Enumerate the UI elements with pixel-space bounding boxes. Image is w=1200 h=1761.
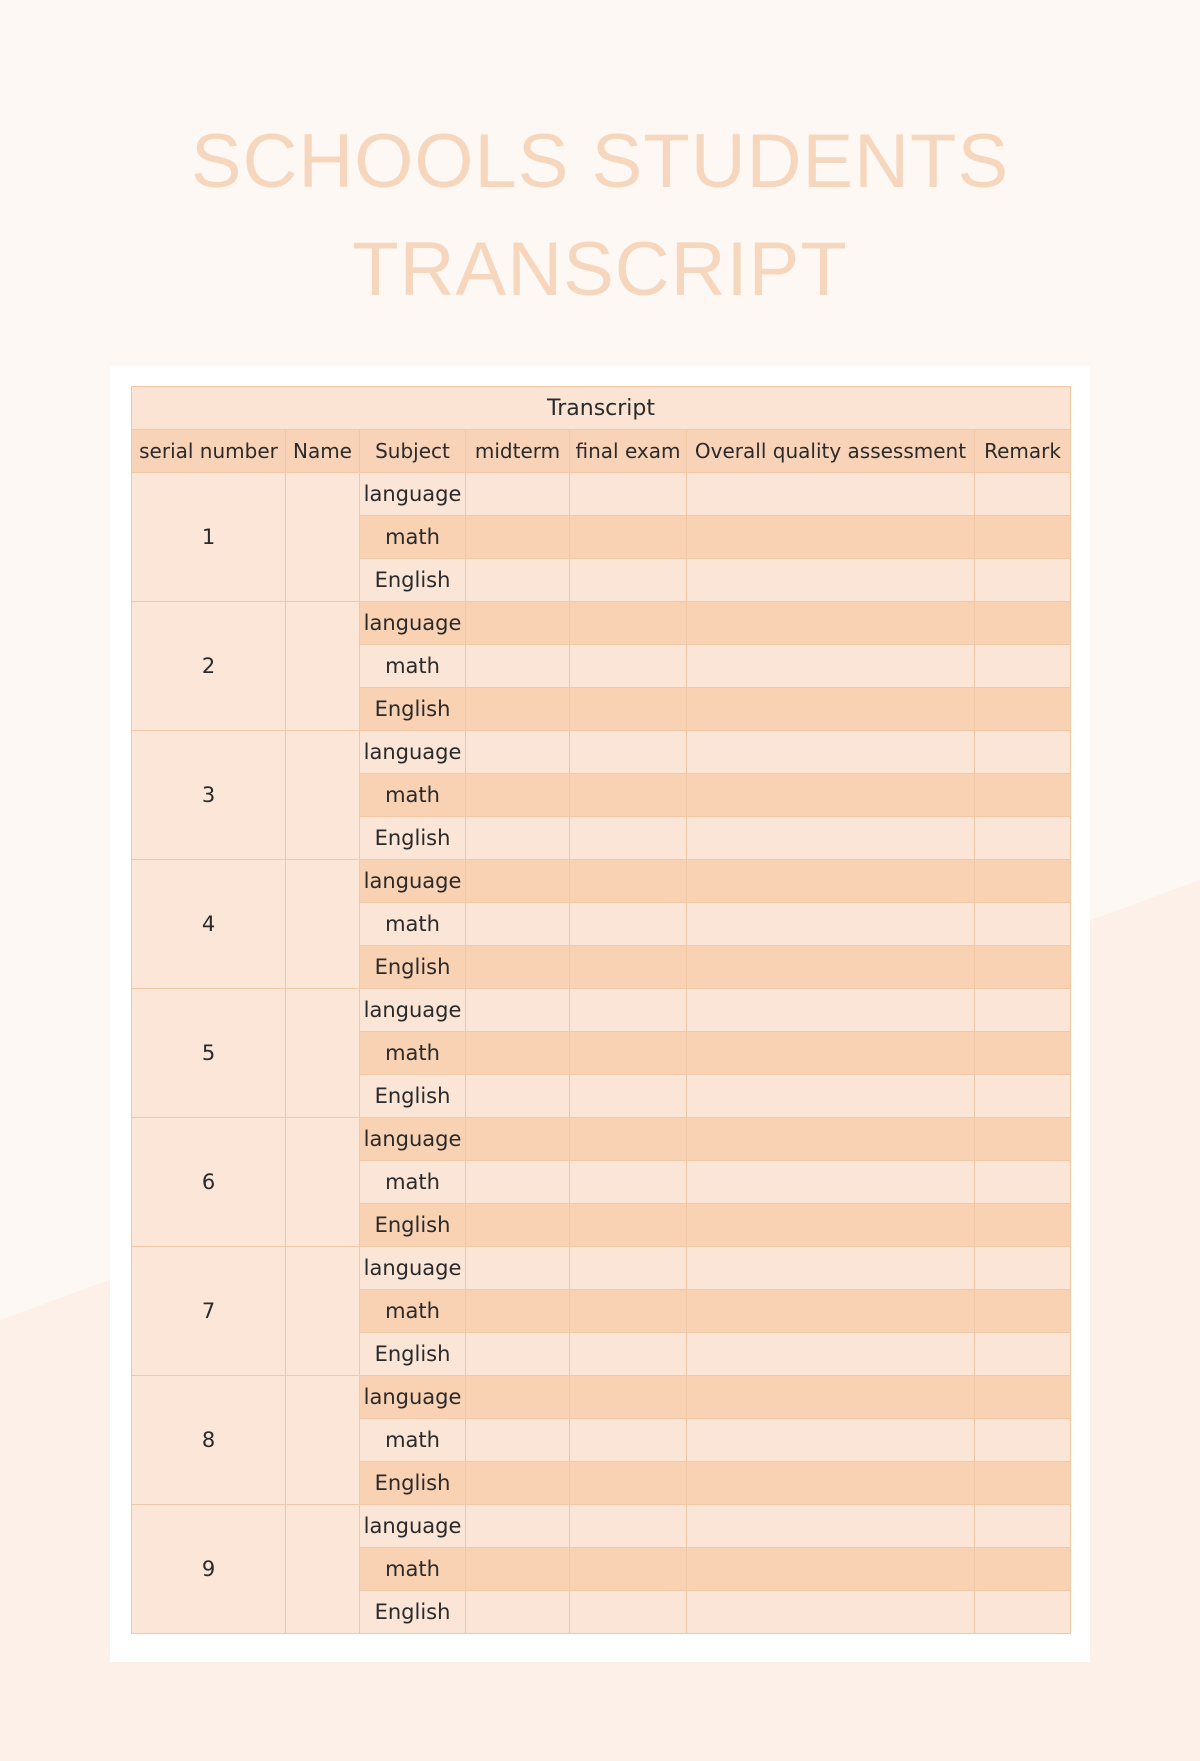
transcript-table: [131, 386, 1071, 1634]
remark-cell[interactable]: [975, 516, 1071, 559]
overall-quality-cell[interactable]: [687, 946, 975, 989]
overall-quality-cell[interactable]: [687, 817, 975, 860]
remark-cell[interactable]: [975, 1290, 1071, 1333]
overall-quality-cell[interactable]: [687, 1118, 975, 1161]
midterm-cell[interactable]: [466, 817, 570, 860]
remark-cell[interactable]: [975, 1032, 1071, 1075]
midterm-cell[interactable]: [466, 1247, 570, 1290]
subject-cell: math: [360, 1161, 466, 1204]
remark-cell[interactable]: [975, 688, 1071, 731]
midterm-cell[interactable]: [466, 1419, 570, 1462]
overall-quality-cell[interactable]: [687, 774, 975, 817]
name-cell[interactable]: [286, 1505, 360, 1634]
final-exam-cell[interactable]: [570, 1032, 687, 1075]
overall-quality-cell[interactable]: [687, 1376, 975, 1419]
subject-cell: language: [360, 989, 466, 1032]
remark-cell[interactable]: [975, 1161, 1071, 1204]
subject-cell: math: [360, 1419, 466, 1462]
remark-cell[interactable]: [975, 1591, 1071, 1634]
midterm-cell[interactable]: [466, 1462, 570, 1505]
remark-cell[interactable]: [975, 645, 1071, 688]
remark-cell[interactable]: [975, 1204, 1071, 1247]
final-exam-cell[interactable]: [570, 860, 687, 903]
header-remark: Remark: [975, 430, 1071, 473]
table-row: [132, 1247, 1071, 1290]
transcript-sheet: [110, 366, 1090, 1662]
midterm-cell[interactable]: [466, 1161, 570, 1204]
midterm-cell[interactable]: [466, 946, 570, 989]
midterm-cell[interactable]: [466, 516, 570, 559]
subject-cell: language: [360, 602, 466, 645]
subject-cell: language: [360, 473, 466, 516]
overall-quality-cell[interactable]: [687, 1161, 975, 1204]
subject-cell: math: [360, 1548, 466, 1591]
table-row: [132, 1505, 1071, 1548]
overall-quality-cell[interactable]: [687, 860, 975, 903]
final-exam-cell[interactable]: [570, 1333, 687, 1376]
subject-cell: language: [360, 731, 466, 774]
remark-cell[interactable]: [975, 473, 1071, 516]
subject-cell: English: [360, 1591, 466, 1634]
table-row: [132, 989, 1071, 1032]
serial-number-cell: 2: [132, 602, 286, 731]
final-exam-cell[interactable]: [570, 473, 687, 516]
subject-cell: language: [360, 860, 466, 903]
overall-quality-cell[interactable]: [687, 559, 975, 602]
subject-cell: English: [360, 1462, 466, 1505]
remark-cell[interactable]: [975, 602, 1071, 645]
midterm-cell[interactable]: [466, 860, 570, 903]
overall-quality-cell[interactable]: [687, 1505, 975, 1548]
header-final-exam: final exam: [570, 430, 687, 473]
name-cell[interactable]: [286, 860, 360, 989]
subject-cell: language: [360, 1118, 466, 1161]
overall-quality-cell[interactable]: [687, 989, 975, 1032]
final-exam-cell[interactable]: [570, 1505, 687, 1548]
table-row: [132, 1376, 1071, 1419]
midterm-cell[interactable]: [466, 1204, 570, 1247]
overall-quality-cell[interactable]: [687, 473, 975, 516]
subject-cell: English: [360, 688, 466, 731]
subject-cell: language: [360, 1247, 466, 1290]
overall-quality-cell[interactable]: [687, 1075, 975, 1118]
final-exam-cell[interactable]: [570, 645, 687, 688]
midterm-cell[interactable]: [466, 774, 570, 817]
subject-cell: language: [360, 1376, 466, 1419]
final-exam-cell[interactable]: [570, 903, 687, 946]
midterm-cell[interactable]: [466, 1032, 570, 1075]
remark-cell[interactable]: [975, 860, 1071, 903]
subject-cell: English: [360, 946, 466, 989]
remark-cell[interactable]: [975, 1462, 1071, 1505]
serial-number-cell: 6: [132, 1118, 286, 1247]
final-exam-cell[interactable]: [570, 1290, 687, 1333]
midterm-cell[interactable]: [466, 1075, 570, 1118]
remark-cell[interactable]: [975, 731, 1071, 774]
name-cell[interactable]: [286, 1376, 360, 1505]
final-exam-cell[interactable]: [570, 1376, 687, 1419]
final-exam-cell[interactable]: [570, 1204, 687, 1247]
remark-cell[interactable]: [975, 1505, 1071, 1548]
name-cell[interactable]: [286, 1247, 360, 1376]
subject-cell: math: [360, 645, 466, 688]
final-exam-cell[interactable]: [570, 946, 687, 989]
midterm-cell[interactable]: [466, 688, 570, 731]
serial-number-cell: 5: [132, 989, 286, 1118]
subject-cell: math: [360, 1290, 466, 1333]
subject-cell: English: [360, 1075, 466, 1118]
midterm-cell[interactable]: [466, 731, 570, 774]
serial-number-cell: 7: [132, 1247, 286, 1376]
overall-quality-cell[interactable]: [687, 1204, 975, 1247]
serial-number-cell: 8: [132, 1376, 286, 1505]
page-title-line-1: SCHOOLS STUDENTS: [190, 119, 1010, 204]
name-cell[interactable]: [286, 602, 360, 731]
final-exam-cell[interactable]: [570, 688, 687, 731]
final-exam-cell[interactable]: [570, 1548, 687, 1591]
remark-cell[interactable]: [975, 774, 1071, 817]
name-cell[interactable]: [286, 1118, 360, 1247]
subject-cell: math: [360, 903, 466, 946]
final-exam-cell[interactable]: [570, 1462, 687, 1505]
final-exam-cell[interactable]: [570, 989, 687, 1032]
serial-number-cell: 9: [132, 1505, 286, 1634]
subject-cell: English: [360, 817, 466, 860]
overall-quality-cell[interactable]: [687, 1419, 975, 1462]
midterm-cell[interactable]: [466, 559, 570, 602]
table-row: [132, 731, 1071, 774]
subject-cell: math: [360, 516, 466, 559]
remark-cell[interactable]: [975, 1548, 1071, 1591]
serial-number-cell: 4: [132, 860, 286, 989]
midterm-cell[interactable]: [466, 1591, 570, 1634]
overall-quality-cell[interactable]: [687, 516, 975, 559]
subject-cell: English: [360, 559, 466, 602]
overall-quality-cell[interactable]: [687, 1548, 975, 1591]
table-row: [132, 1118, 1071, 1161]
table-row: [132, 473, 1071, 516]
table-row: [132, 602, 1071, 645]
midterm-cell[interactable]: [466, 1548, 570, 1591]
table-body: [132, 473, 1071, 1634]
remark-cell[interactable]: [975, 1333, 1071, 1376]
midterm-cell[interactable]: [466, 903, 570, 946]
overall-quality-cell[interactable]: [687, 1247, 975, 1290]
header-name: Name: [286, 430, 360, 473]
remark-cell[interactable]: [975, 817, 1071, 860]
header-row: [132, 430, 1071, 473]
header-midterm: midterm: [466, 430, 570, 473]
subject-cell: language: [360, 1505, 466, 1548]
remark-cell[interactable]: [975, 1419, 1071, 1462]
overall-quality-cell[interactable]: [687, 903, 975, 946]
overall-quality-cell[interactable]: [687, 688, 975, 731]
midterm-cell[interactable]: [466, 602, 570, 645]
midterm-cell[interactable]: [466, 1376, 570, 1419]
final-exam-cell[interactable]: [570, 1419, 687, 1462]
name-cell[interactable]: [286, 989, 360, 1118]
midterm-cell[interactable]: [466, 645, 570, 688]
final-exam-cell[interactable]: [570, 1161, 687, 1204]
final-exam-cell[interactable]: [570, 731, 687, 774]
midterm-cell[interactable]: [466, 1290, 570, 1333]
overall-quality-cell[interactable]: [687, 1290, 975, 1333]
overall-quality-cell[interactable]: [687, 731, 975, 774]
header-subject: Subject: [360, 430, 466, 473]
remark-cell[interactable]: [975, 1118, 1071, 1161]
table-row: [132, 860, 1071, 903]
table-caption: Transcript: [132, 387, 1071, 430]
overall-quality-cell[interactable]: [687, 602, 975, 645]
subject-cell: English: [360, 1333, 466, 1376]
final-exam-cell[interactable]: [570, 817, 687, 860]
remark-cell[interactable]: [975, 559, 1071, 602]
remark-cell[interactable]: [975, 946, 1071, 989]
final-exam-cell[interactable]: [570, 1247, 687, 1290]
serial-number-cell: 1: [132, 473, 286, 602]
name-cell[interactable]: [286, 731, 360, 860]
remark-cell[interactable]: [975, 1075, 1071, 1118]
final-exam-cell[interactable]: [570, 1118, 687, 1161]
final-exam-cell[interactable]: [570, 602, 687, 645]
midterm-cell[interactable]: [466, 1333, 570, 1376]
midterm-cell[interactable]: [466, 989, 570, 1032]
overall-quality-cell[interactable]: [687, 1032, 975, 1075]
subject-cell: math: [360, 1032, 466, 1075]
final-exam-cell[interactable]: [570, 1075, 687, 1118]
remark-cell[interactable]: [975, 903, 1071, 946]
final-exam-cell[interactable]: [570, 1591, 687, 1634]
name-cell[interactable]: [286, 473, 360, 602]
remark-cell[interactable]: [975, 1247, 1071, 1290]
overall-quality-cell[interactable]: [687, 1591, 975, 1634]
overall-quality-cell[interactable]: [687, 1333, 975, 1376]
overall-quality-cell[interactable]: [687, 1462, 975, 1505]
subject-cell: English: [360, 1204, 466, 1247]
final-exam-cell[interactable]: [570, 774, 687, 817]
remark-cell[interactable]: [975, 1376, 1071, 1419]
page-title-line-2: TRANSCRIPT: [352, 227, 848, 312]
midterm-cell[interactable]: [466, 1118, 570, 1161]
midterm-cell[interactable]: [466, 473, 570, 516]
final-exam-cell[interactable]: [570, 559, 687, 602]
subject-cell: math: [360, 774, 466, 817]
final-exam-cell[interactable]: [570, 516, 687, 559]
page-title: [0, 108, 1200, 324]
serial-number-cell: 3: [132, 731, 286, 860]
remark-cell[interactable]: [975, 989, 1071, 1032]
header-serial-number: serial number: [132, 430, 286, 473]
midterm-cell[interactable]: [466, 1505, 570, 1548]
header-overall-quality: Overall quality assessment: [687, 430, 975, 473]
overall-quality-cell[interactable]: [687, 645, 975, 688]
